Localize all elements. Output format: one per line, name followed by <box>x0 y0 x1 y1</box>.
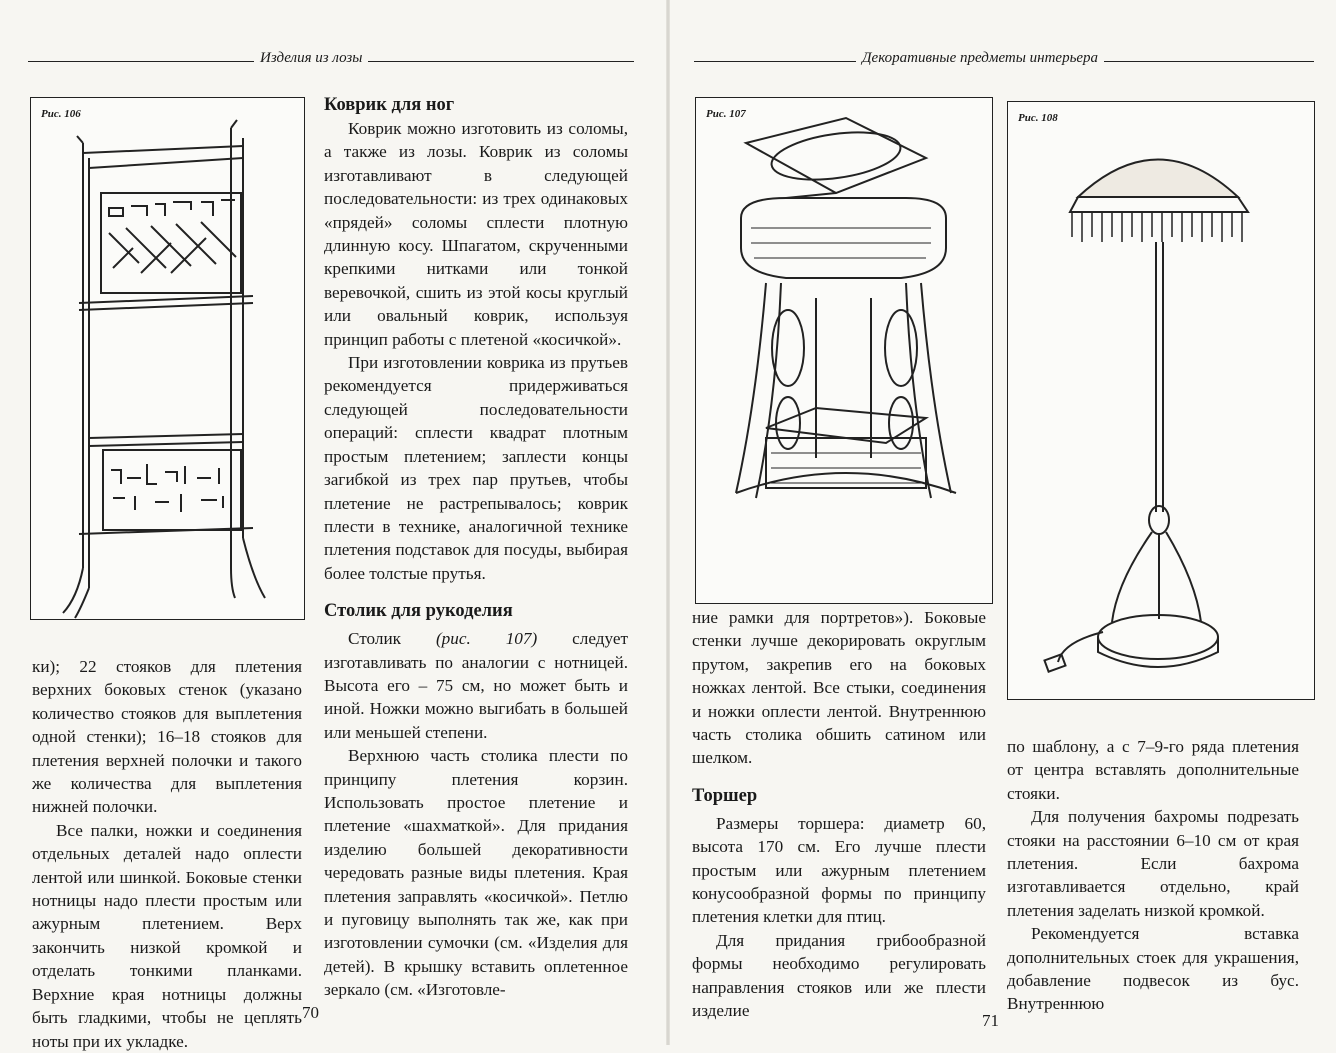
text-column-left-page-right <box>324 93 628 1002</box>
paragraph: Для придания грибообразной формы необходимо регулировать направления стояков или же плести изделие <box>692 930 986 1021</box>
section-heading-footmat: Коврик для ног <box>324 95 455 115</box>
paragraph: Все палки, ножки и соединения отдельных деталей надо оплести лентой или шинкой. Боковые стенки нотницы надо плести простым или ажурным плетением. Верх закончить низкой кромкой и отделать тонкими планками. Верхние края нотницы должны быть гладкими, чтобы не цеплять ноты при их укладке. <box>32 820 302 1051</box>
paragraph <box>324 627 628 744</box>
paragraph-text: Столик <box>348 629 436 649</box>
paragraph: При изготовлении коврика из прутьев рекомендуется придерживаться следующей последовательности операций: сплести квадрат плотным простым плетением; заплести концы загибкой из трех пар прутьев, чтобы плетение не растрепывалось; коврик плести в технике, аналогичной технике плетения подставок для посуды, выбирая более толстые прутья. <box>324 353 628 583</box>
paragraph: Размеры торшера: диаметр 60, высота 170 см. Его лучше плести простым или ажурным плетением конусообразной формы по принципу плетения клетки для птиц. <box>692 813 986 927</box>
section-heading-floor-lamp: Торшер <box>692 785 758 806</box>
figure-106-music-stand <box>30 97 305 620</box>
text-column-left-page-left <box>32 655 302 1053</box>
page-number-right: 71 <box>982 1011 999 1030</box>
sewing-table-illustration <box>696 98 992 603</box>
running-header-right <box>694 50 1314 74</box>
figure-107-sewing-table <box>695 97 993 604</box>
paragraph: Рекомендуется вставка дополнительных стоек для украшения, добавление подвесок из бус. Внутреннюю <box>1007 924 1299 1014</box>
paragraph-text: следует изготавливать по аналогии с нотницей. Высота его – 75 см, но может быть и иной. Ножки можно выгибать в большей или меньшей степени. <box>324 629 629 742</box>
text-column-right-page-right <box>1007 735 1299 1016</box>
figure-label: Рис. 107 <box>706 108 746 120</box>
paragraph: Верхнюю часть столика плести по принципу плетения корзин. Использовать простое плетение и плетение «шахматкой». Для придания изделию большей декоративности чередовать разные виды плетения. Края плетения заправлять «косичкой». Петлю и пуговицу выполнять так же, как при изготовлении сумочки (см. «Изделия для детей). В крышку вставить оплетенное зеркало (см. «Изготовле- <box>324 746 628 1000</box>
running-header-title: Декоративные предметы интерьера <box>856 50 1104 67</box>
paragraph: Коврик можно изготовить из соломы, а также из лозы. Коврик из соломы изготавливают в следующей последовательности: из трех одинаковых «прядей» соломы сплести плотную длинную косу. Шпагатом, скрученными крепкими нитками или тонкой веревочкой, сшить из этой косы круглый или овальный коврик, используя принцип работы с плетеной «косичкой». <box>324 119 628 349</box>
figure-108-floor-lamp <box>1007 101 1315 700</box>
paragraph: по шаблону, а с 7–9-го ряда плетения от центра вставлять дополнительные стояки. <box>1007 737 1299 803</box>
page-number-left: 70 <box>302 1003 319 1022</box>
paragraph: Для получения бахромы подрезать стояки на расстоянии 6–10 см от края плетения. Если бахрома изготавливается отдельно, край плетения заделать низкой кромкой. <box>1007 807 1299 920</box>
floor-lamp-illustration <box>1008 102 1314 699</box>
paragraph: ки); 22 стояков для плетения верхних боковых стенок (указано количество стояков для выплетения одной стенки); 16–18 стояков для плетения верхней полочки и такого же количества для выплетения нижней полочки. <box>32 657 302 817</box>
paragraph: ние рамки для портретов»). Боковые стенки лучше декорировать округлым прутом, закрепив его на боковых ножках лентой. Все стыки, соединения и ножки оплести лентой. Внутреннюю часть столика обшить сатином или шелком. <box>692 608 986 768</box>
running-header-title: Изделия из лозы <box>254 50 368 67</box>
book-spine-fold <box>666 0 670 1045</box>
music-stand-illustration <box>31 98 304 619</box>
figure-reference: (рис. 107) <box>435 629 538 649</box>
section-heading-sewing-table: Столик для рукоделия <box>324 601 513 622</box>
figure-label: Рис. 108 <box>1018 112 1058 124</box>
running-header-left <box>28 50 634 74</box>
text-column-right-page-left <box>692 606 986 1023</box>
figure-label: Рис. 106 <box>41 108 81 120</box>
